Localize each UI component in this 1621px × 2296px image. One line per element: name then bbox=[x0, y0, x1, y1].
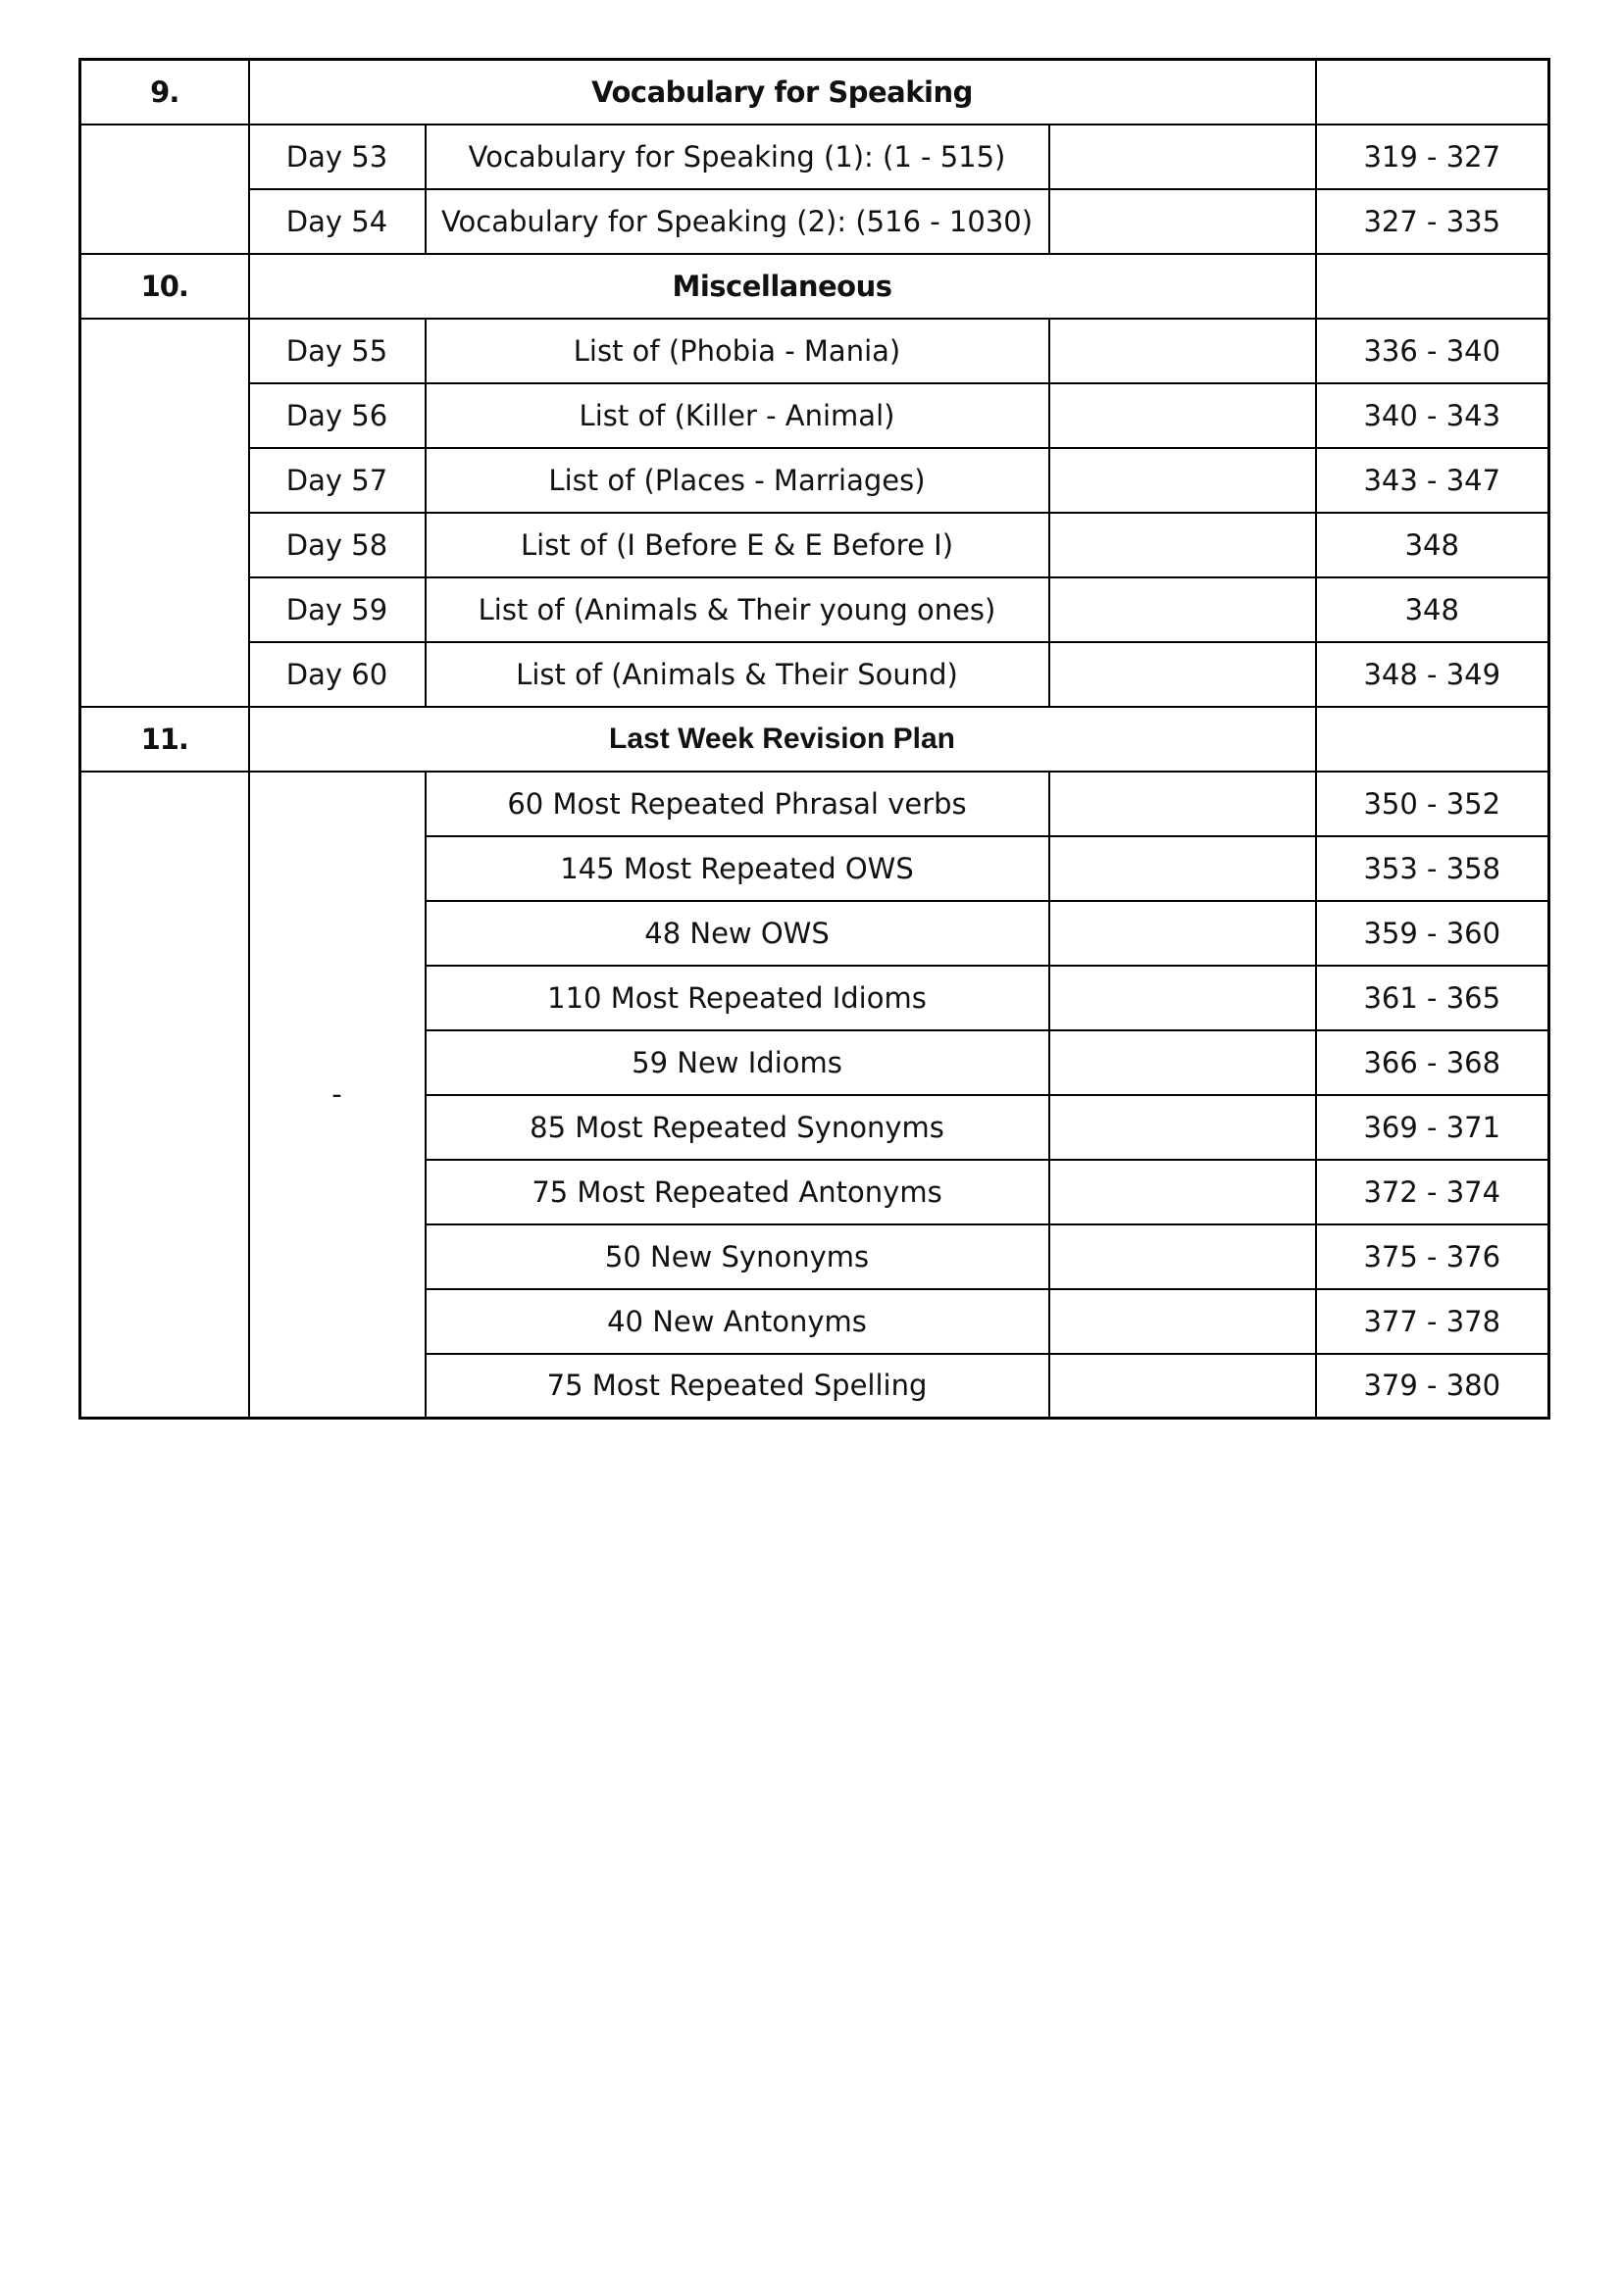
section-header-row bbox=[80, 60, 1549, 125]
empty-cell bbox=[1049, 901, 1316, 966]
topic-cell: Vocabulary for Speaking (2): (516 - 1030) bbox=[426, 189, 1049, 254]
day-cell: Day 56 bbox=[249, 383, 426, 448]
day-cell: Day 54 bbox=[249, 189, 426, 254]
day-cell: Day 59 bbox=[249, 577, 426, 642]
section-number: 9. bbox=[80, 60, 249, 125]
section-title: Vocabulary for Speaking bbox=[249, 60, 1316, 125]
pages-cell: 375 - 376 bbox=[1316, 1224, 1549, 1289]
topic-cell: List of (I Before E & E Before I) bbox=[426, 513, 1049, 577]
empty-cell bbox=[1049, 772, 1316, 836]
section-title: Last Week Revision Plan bbox=[249, 707, 1316, 772]
topic-cell: 40 New Antonyms bbox=[426, 1289, 1049, 1354]
section-number: 10. bbox=[80, 254, 249, 319]
topic-cell: List of (Animals & Their Sound) bbox=[426, 642, 1049, 707]
empty-cell bbox=[1049, 1030, 1316, 1095]
table-row bbox=[80, 642, 1549, 707]
table-row bbox=[80, 577, 1549, 642]
day-cell: Day 57 bbox=[249, 448, 426, 513]
topic-cell: 60 Most Repeated Phrasal verbs bbox=[426, 772, 1049, 836]
pages-cell: 327 - 335 bbox=[1316, 189, 1549, 254]
empty-cell bbox=[1316, 60, 1549, 125]
topic-cell: 85 Most Repeated Synonyms bbox=[426, 1095, 1049, 1160]
empty-cell bbox=[80, 125, 249, 254]
pages-cell: 348 bbox=[1316, 577, 1549, 642]
topic-cell: 59 New Idioms bbox=[426, 1030, 1049, 1095]
pages-cell: 366 - 368 bbox=[1316, 1030, 1549, 1095]
topic-cell: List of (Killer - Animal) bbox=[426, 383, 1049, 448]
empty-cell bbox=[80, 319, 249, 707]
table-row bbox=[80, 513, 1549, 577]
pages-cell: 343 - 347 bbox=[1316, 448, 1549, 513]
topic-cell: 48 New OWS bbox=[426, 901, 1049, 966]
pages-cell: 340 - 343 bbox=[1316, 383, 1549, 448]
topic-cell: 50 New Synonyms bbox=[426, 1224, 1049, 1289]
empty-cell bbox=[1049, 1354, 1316, 1419]
empty-cell bbox=[1049, 966, 1316, 1030]
pages-cell: 369 - 371 bbox=[1316, 1095, 1549, 1160]
pages-cell: 377 - 378 bbox=[1316, 1289, 1549, 1354]
topic-cell: List of (Phobia - Mania) bbox=[426, 319, 1049, 383]
topic-cell: Vocabulary for Speaking (1): (1 - 515) bbox=[426, 125, 1049, 189]
empty-cell bbox=[1049, 1224, 1316, 1289]
day-cell: Day 53 bbox=[249, 125, 426, 189]
empty-cell bbox=[1049, 125, 1316, 189]
pages-cell: 319 - 327 bbox=[1316, 125, 1549, 189]
table-row bbox=[80, 125, 1549, 189]
pages-cell: 372 - 374 bbox=[1316, 1160, 1549, 1224]
day-cell: Day 60 bbox=[249, 642, 426, 707]
empty-cell bbox=[1049, 836, 1316, 901]
empty-cell bbox=[1049, 448, 1316, 513]
empty-cell bbox=[1049, 577, 1316, 642]
topic-cell: List of (Places - Marriages) bbox=[426, 448, 1049, 513]
empty-cell bbox=[1316, 254, 1549, 319]
empty-cell bbox=[1049, 383, 1316, 448]
empty-cell bbox=[1049, 1160, 1316, 1224]
section-header-row bbox=[80, 254, 1549, 319]
empty-cell bbox=[1049, 513, 1316, 577]
day-cell: Day 58 bbox=[249, 513, 426, 577]
table-row bbox=[80, 383, 1549, 448]
pages-cell: 361 - 365 bbox=[1316, 966, 1549, 1030]
day-cell: Day 55 bbox=[249, 319, 426, 383]
empty-cell bbox=[1049, 642, 1316, 707]
topic-cell: 75 Most Repeated Antonyms bbox=[426, 1160, 1049, 1224]
table-row bbox=[80, 189, 1549, 254]
pages-cell: 348 - 349 bbox=[1316, 642, 1549, 707]
empty-cell bbox=[1049, 1289, 1316, 1354]
topic-cell: 75 Most Repeated Spelling bbox=[426, 1354, 1049, 1419]
contents-table bbox=[78, 58, 1550, 1420]
section-number: 11. bbox=[80, 707, 249, 772]
pages-cell: 348 bbox=[1316, 513, 1549, 577]
empty-cell bbox=[1049, 189, 1316, 254]
pages-cell: 353 - 358 bbox=[1316, 836, 1549, 901]
pages-cell: 336 - 340 bbox=[1316, 319, 1549, 383]
pages-cell: 359 - 360 bbox=[1316, 901, 1549, 966]
empty-cell bbox=[1049, 1095, 1316, 1160]
pages-cell: 379 - 380 bbox=[1316, 1354, 1549, 1419]
empty-cell bbox=[1049, 319, 1316, 383]
empty-cell bbox=[1316, 707, 1549, 772]
table-row bbox=[80, 448, 1549, 513]
topic-cell: 145 Most Repeated OWS bbox=[426, 836, 1049, 901]
topic-cell: List of (Animals & Their young ones) bbox=[426, 577, 1049, 642]
empty-cell bbox=[80, 772, 249, 1419]
day-placeholder: - bbox=[249, 772, 426, 1419]
section-title: Miscellaneous bbox=[249, 254, 1316, 319]
table-row bbox=[80, 772, 1549, 836]
table-row bbox=[80, 319, 1549, 383]
section-header-row bbox=[80, 707, 1549, 772]
topic-cell: 110 Most Repeated Idioms bbox=[426, 966, 1049, 1030]
pages-cell: 350 - 352 bbox=[1316, 772, 1549, 836]
